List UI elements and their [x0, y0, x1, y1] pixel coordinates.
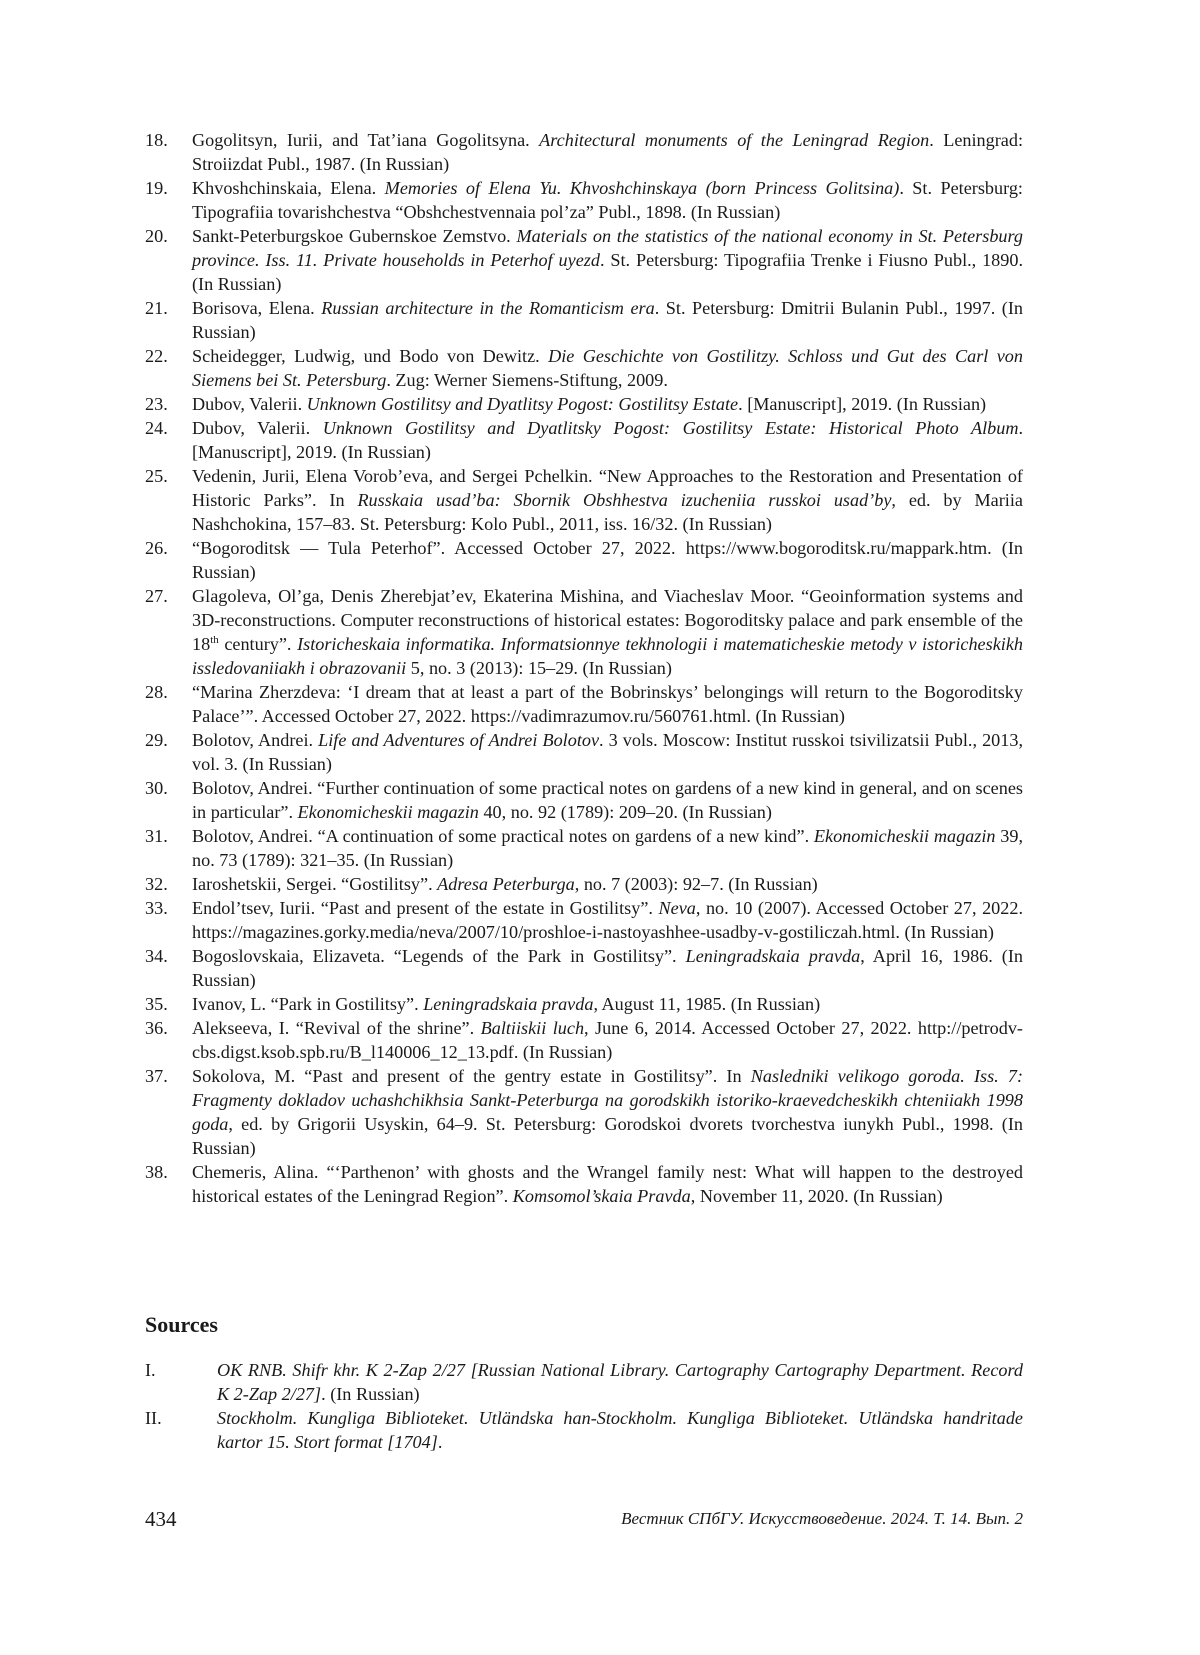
- reference-item-text: [192, 872, 1023, 896]
- text-run: , no. 10 (2007). Accessed October 27, 2022. https://magazines.gorky.media/neva/2007/10/proshloe-i-nastoyashhee-usadby-v-gostiliczah.html. (In Russian): [192, 898, 1023, 942]
- page-number: 434: [145, 1507, 177, 1531]
- italic-title: Nasledniki velikogo goroda. Iss. 7: Fragmenty dokladov uchashchikhsia Sankt-Peterburga na gorodskikh istoriko-kraevedcheskikh chteniiakh 1998 goda: [192, 1066, 1024, 1134]
- reference-item-number: 25.: [145, 466, 168, 486]
- sources-heading: Sources: [145, 1312, 218, 1337]
- text-run: .: [437, 1432, 443, 1452]
- source-item: [145, 1358, 1023, 1406]
- italic-title: Ekonomicheskii magazin: [813, 826, 996, 846]
- text-run: . 3 vols. Moscow: Institut russkoi tsivilizatsii Publ., 2013, vol. 3. (In Russian): [192, 730, 1023, 774]
- italic-title: Life and Adventures of Andrei Bolotov: [318, 730, 600, 750]
- text-run: . Leningrad: Stroiizdat Publ., 1987. (In Russian): [192, 130, 1024, 174]
- text-run: “Bogoroditsk — Tula Peterhof”. Accessed October 27, 2022. https://www.bogoroditsk.ru/mappark.htm. (In Russian): [192, 538, 1023, 582]
- text-run: Bolotov, Andrei.: [192, 730, 319, 750]
- source-item: [145, 1406, 1023, 1454]
- reference-item: [145, 872, 1023, 896]
- text-run: 5, no. 3 (2013): 15–29. (In Russian): [406, 658, 672, 678]
- reference-item-number: 19.: [145, 178, 168, 198]
- reference-item: [145, 1064, 1023, 1160]
- italic-title: OK RNB. Shifr khr. K 2-Zap 2/27 [Russian National Library. Cartography Cartography Department. Record K 2-Zap 2/27]: [217, 1360, 1023, 1404]
- reference-item-text: [192, 536, 1023, 584]
- text-run: , ed. by Grigorii Usyskin, 64–9. St. Petersburg: Gorodskoi dvorets tvorchestva iunykh Publ., 1998. (In Russian): [192, 1114, 1023, 1158]
- reference-item-text: [192, 344, 1023, 392]
- reference-item: [145, 944, 1023, 992]
- reference-item-number: 28.: [145, 682, 168, 702]
- text-run: Dubov, Valerii.: [192, 394, 307, 414]
- text-run: Chemeris, Alina. “‘Parthenon’ with ghosts and the Wrangel family nest: What will happen to the destroyed historical estates of the Leningrad Region”.: [192, 1162, 1023, 1206]
- reference-item: [145, 992, 1023, 1016]
- reference-item-text: [192, 176, 1023, 224]
- text-run: Khvoshchinskaia, Elena.: [192, 178, 385, 198]
- reference-item: [145, 776, 1023, 824]
- reference-item: [145, 728, 1023, 776]
- text-run: 40, no. 92 (1789): 209–20. (In Russian): [478, 802, 772, 822]
- reference-item: [145, 536, 1023, 584]
- reference-item-number: 22.: [145, 346, 168, 366]
- reference-item: [145, 464, 1023, 536]
- reference-item-number: 37.: [145, 1066, 168, 1086]
- reference-item-number: 24.: [145, 418, 168, 438]
- text-run: . Zug: Werner Siemens-Stiftung, 2009.: [386, 370, 668, 390]
- reference-item: [145, 1016, 1023, 1064]
- text-run: “Marina Zherzdeva: ‘I dream that at least a part of the Bobrinskys’ belongings will return to the Bogoroditsky Palace’”. Accessed October 27, 2022. https://vadimrazumov.ru/560761.html. (In Russian): [192, 682, 1023, 726]
- reference-item-number: 23.: [145, 394, 168, 414]
- italic-title: Unknown Gostilitsy and Dyatlitsky Pogost: Gostilitsy Estate: Historical Photo Album: [322, 418, 1019, 438]
- reference-item-text: [192, 464, 1023, 536]
- reference-item: [145, 392, 1023, 416]
- italic-title: Russian architecture in the Romanticism era: [321, 298, 655, 318]
- reference-item-number: 21.: [145, 298, 168, 318]
- reference-item: [145, 1160, 1023, 1208]
- reference-item-number: 27.: [145, 586, 168, 606]
- italic-title: Die Geschichte von Gostilitzy. Schloss und Gut des Carl von Siemens bei St. Petersburg: [192, 346, 1023, 390]
- text-run: . [Manuscript], 2019. (In Russian): [192, 418, 1023, 462]
- source-item-text: [217, 1406, 1023, 1454]
- reference-item-number: 32.: [145, 874, 168, 894]
- reference-item-text: [192, 944, 1023, 992]
- text-run: , April 16, 1986. (In Russian): [192, 946, 1023, 990]
- reference-item-number: 20.: [145, 226, 168, 246]
- reference-item: [145, 128, 1023, 176]
- source-item-number: II.: [145, 1408, 162, 1428]
- italic-title: Russkaia usad’ba: Sbornik Obshhestva izucheniia russkoi usad’by: [357, 490, 892, 510]
- reference-item: [145, 584, 1023, 680]
- italic-title: Komsomol’skaia Pravda: [512, 1186, 691, 1206]
- reference-item-text: [192, 1160, 1023, 1208]
- reference-item-text: [192, 128, 1023, 176]
- reference-item-text: [192, 1016, 1023, 1064]
- reference-item-number: 34.: [145, 946, 168, 966]
- text-run: Sokolova, M. “Past and present of the gentry estate in Gostilitsy”. In: [192, 1066, 751, 1086]
- journal-title: Вестник СПбГУ. Искусствоведение. 2024. Т. 14. Вып. 2: [621, 1509, 1023, 1528]
- text-run: , November 11, 2020. (In Russian): [690, 1186, 943, 1206]
- italic-title: Baltiiskii luch: [480, 1018, 585, 1038]
- text-run: Gogolitsyn, Iurii, and Tat’iana Gogolitsyna.: [192, 130, 540, 150]
- reference-item: [145, 824, 1023, 872]
- italic-title: Memories of Elena Yu. Khvoshchinskaya (born Princess Golitsina): [384, 178, 900, 198]
- italic-title: Ekonomicheskii magazin: [297, 802, 479, 822]
- reference-item-text: [192, 392, 1023, 416]
- reference-item-text: [192, 992, 1023, 1016]
- text-run: Bogoslovskaia, Elizaveta. “Legends of the Park in Gostilitsy”.: [192, 946, 686, 966]
- reference-item: [145, 896, 1023, 944]
- text-run: Scheidegger, Ludwig, und Bodo von Dewitz.: [192, 346, 549, 366]
- reference-item-text: [192, 824, 1023, 872]
- italic-title: Neva: [658, 898, 696, 918]
- sources-list: [145, 1358, 1023, 1454]
- reference-item-text: [192, 896, 1023, 944]
- reference-item: [145, 680, 1023, 728]
- text-run: century”.: [218, 634, 298, 654]
- italic-title: Materials on the statistics of the national economy in St. Petersburg province. Iss. 11. Private households in Peterhof uyezd: [192, 226, 1024, 270]
- reference-item-text: [192, 1064, 1023, 1160]
- reference-item-text: [192, 224, 1023, 296]
- text-run: Glagoleva, Ol’ga, Denis Zherebjat’ev, Ekaterina Mishina, and Viacheslav Moor. “Geoinformation systems and 3D-reconstructions. Computer reconstructions of historical estates: Bogoroditsky palace and park ensemble of the 18: [192, 586, 1023, 654]
- italic-title: Adresa Peterburga: [437, 874, 575, 894]
- text-run: Iaroshetskii, Sergei. “Gostilitsy”.: [192, 874, 438, 894]
- text-run: . St. Petersburg: Tipografiia tovarishchestva “Obshchestvennaia pol’za” Publ., 1898. (In Russian): [192, 178, 1023, 222]
- reference-item-text: [192, 776, 1023, 824]
- text-run: Ivanov, L. “Park in Gostilitsy”.: [192, 994, 424, 1014]
- reference-item-number: 26.: [145, 538, 168, 558]
- reference-item-number: 36.: [145, 1018, 168, 1038]
- reference-item-number: 33.: [145, 898, 168, 918]
- text-run: Endol’tsev, Iurii. “Past and present of the estate in Gostilitsy”.: [192, 898, 659, 918]
- italic-title: Leningradskaia pravda: [685, 946, 861, 966]
- text-run: , August 11, 1985. (In Russian): [593, 994, 821, 1014]
- italic-title: Unknown Gostilitsy and Dyatlitsy Pogost: Gostilitsy Estate: [306, 394, 739, 414]
- text-run: , ed. by Mariia Nashchokina, 157–83. St. Petersburg: Kolo Publ., 2011, iss. 16/32. (In Russian): [192, 490, 1023, 534]
- reference-item-number: 35.: [145, 994, 168, 1014]
- reference-item: [145, 344, 1023, 392]
- text-run: Bolotov, Andrei. “Further continuation of some practical notes on gardens of a new kind in general, and on scenes in particular”.: [192, 778, 1023, 822]
- text-run: , June 6, 2014. Accessed October 27, 2022. http://petrodv-cbs.digst.ksob.spb.ru/B_l140006_12_13.pdf. (In Russian): [192, 1018, 1023, 1062]
- text-run: Bolotov, Andrei. “A continuation of some practical notes on gardens of a new kind”.: [192, 826, 814, 846]
- reference-item-number: 30.: [145, 778, 168, 798]
- reference-item-number: 29.: [145, 730, 168, 750]
- reference-item: [145, 296, 1023, 344]
- text-run: , no. 7 (2003): 92–7. (In Russian): [574, 874, 818, 894]
- reference-item-text: [192, 296, 1023, 344]
- text-run: Dubov, Valerii.: [192, 418, 323, 438]
- text-run: . [Manuscript], 2019. (In Russian): [738, 394, 987, 414]
- reference-item-text: [192, 728, 1023, 776]
- italic-title: Stockholm. Kungliga Biblioteket. Utländska han-Stockholm. Kungliga Biblioteket. Utländska handritade kartor 15. Stort format [1704]: [217, 1408, 1023, 1452]
- reference-item-number: 31.: [145, 826, 168, 846]
- superscript: th: [210, 633, 219, 646]
- reference-item: [145, 416, 1023, 464]
- reference-item: [145, 176, 1023, 224]
- text-run: . (In Russian): [321, 1384, 420, 1404]
- text-run: . St. Petersburg: Tipografiia Trenke i Fiusno Publ., 1890. (In Russian): [192, 250, 1024, 294]
- reference-item-number: 18.: [145, 130, 168, 150]
- reference-item-text: [192, 584, 1023, 680]
- reference-item-number: 38.: [145, 1162, 168, 1182]
- italic-title: Istoricheskaia informatika. Informatsionnye tekhnologii i matematicheskie metody v istoricheskikh issledovaniiakh i obrazovanii: [192, 634, 1024, 678]
- reference-item-text: [192, 416, 1023, 464]
- text-run: 39, no. 73 (1789): 321–35. (In Russian): [192, 826, 1024, 870]
- source-item-text: [217, 1358, 1023, 1406]
- italic-title: Architectural monuments of the Leningrad Region: [539, 130, 930, 150]
- italic-title: Leningradskaia pravda: [423, 994, 594, 1014]
- reference-item-text: [192, 680, 1023, 728]
- references-list: [145, 128, 1023, 1208]
- text-run: Vedenin, Jurii, Elena Vorob’eva, and Sergei Pchelkin. “New Approaches to the Restoration and Presentation of Historic Parks”. In: [192, 466, 1023, 510]
- source-item-number: I.: [145, 1360, 156, 1380]
- reference-item: [145, 224, 1023, 296]
- text-run: Sankt-Peterburgskoe Gubernskoe Zemstvo.: [192, 226, 517, 246]
- text-run: Borisova, Elena.: [192, 298, 322, 318]
- text-run: Alekseeva, I. “Revival of the shrine”.: [192, 1018, 481, 1038]
- text-run: . St. Petersburg: Dmitrii Bulanin Publ., 1997. (In Russian): [192, 298, 1023, 342]
